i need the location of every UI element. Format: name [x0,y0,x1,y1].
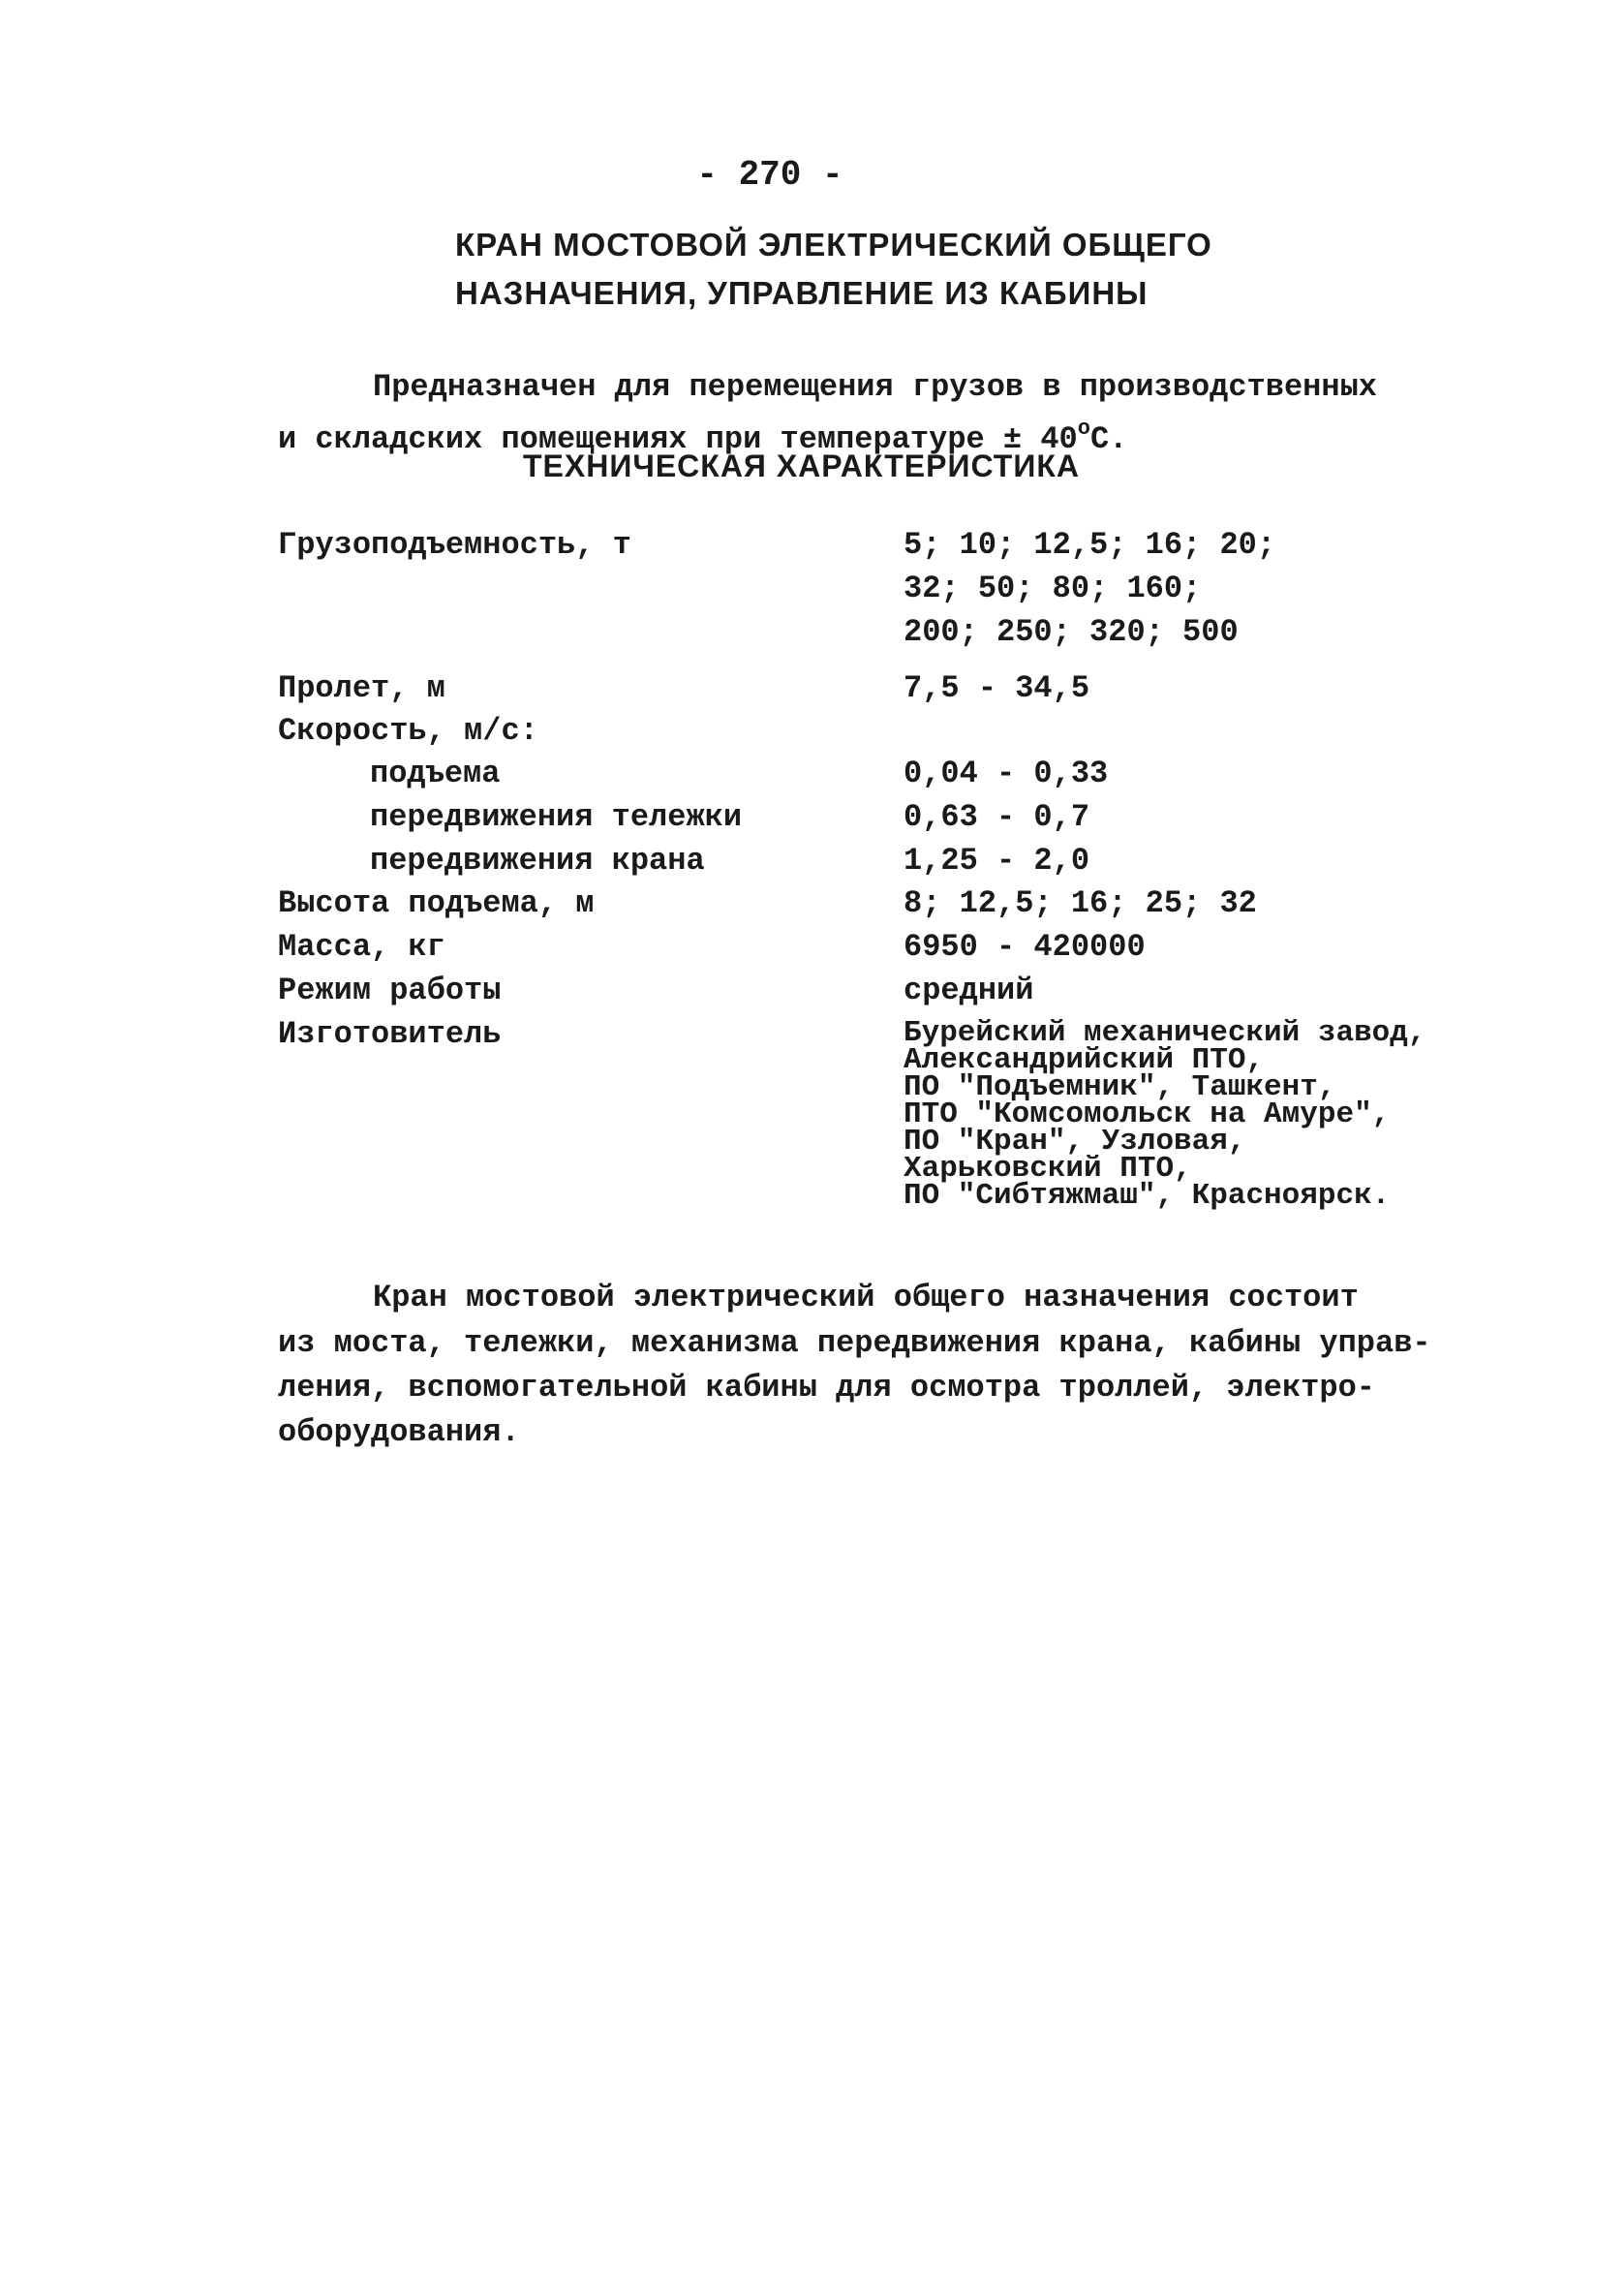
manufacturer-line-2: Александрийский ПТО, [904,1043,1265,1077]
description-line-3: ления, вспомогательной кабины для осмотра троллей, электро- [278,1370,1375,1406]
manufacturer-line-4: ПТО "Комсомольск на Амуре", [904,1098,1391,1131]
intro-line-2-text: и складских помещениях при температуре ± 40 [278,421,1078,457]
description-line-2: из моста, тележки, механизма передвижения крана, кабины управ- [278,1325,1431,1361]
spec-label-trolley-speed: передвижения тележки [370,799,743,835]
degree-sign: о [1077,417,1090,441]
manufacturer-line-7: ПО "Сибтяжмаш", Красноярск. [904,1179,1391,1213]
document-title-line-1: КРАН МОСТОВОЙ ЭЛЕКТРИЧЕСКИЙ ОБЩЕГО [455,227,1212,263]
spec-value-capacity-1: 5; 10; 12,5; 16; 20; [904,527,1276,563]
spec-value-trolley-speed: 0,63 - 0,7 [904,799,1090,835]
intro-line-1: Предназначен для перемещения грузов в производственных [373,369,1377,405]
spec-label-crane-speed: передвижения крана [370,843,705,879]
spec-label-lift-speed: подъема [370,756,501,791]
spec-label-duty: Режим работы [278,973,502,1008]
description-line-1: Кран мостовой электрический общего назначения состоит [373,1280,1359,1315]
spec-value-mass: 6950 - 420000 [904,929,1146,965]
spec-label-capacity: Грузоподъемность, т [278,527,631,563]
manufacturer-line-3: ПО "Подъемник", Ташкент, [904,1070,1336,1104]
spec-label-manufacturer: Изготовитель [278,1016,502,1052]
document-title-line-2: НАЗНАЧЕНИЯ, УПРАВЛЕНИЕ ИЗ КАБИНЫ [455,275,1149,311]
description-line-4: оборудования. [278,1414,520,1450]
intro-line-2-unit: С. [1089,421,1128,457]
manufacturer-line-1: Бурейский механический завод, [904,1016,1426,1050]
spec-value-crane-speed: 1,25 - 2,0 [904,843,1090,879]
spec-value-lift-height: 8; 12,5; 16; 25; 32 [904,885,1257,921]
spec-value-capacity-2: 32; 50; 80; 160; [904,571,1202,606]
spec-value-duty: средний [904,973,1034,1008]
spec-label-speed: Скорость, м/с: [278,713,538,749]
spec-value-span: 7,5 - 34,5 [904,670,1090,706]
spec-value-lift-speed: 0,04 - 0,33 [904,756,1109,791]
manufacturer-line-6: Харьковский ПТО, [904,1152,1192,1186]
page-number: - 270 - [696,155,843,195]
spec-label-lift-height: Высота подъема, м [278,885,595,921]
spec-label-span: Пролет, м [278,670,445,706]
manufacturer-line-5: ПО "Кран", Узловая, [904,1125,1246,1159]
section-title: ТЕХНИЧЕСКАЯ ХАРАКТЕРИСТИКА [523,448,1080,483]
spec-value-capacity-3: 200; 250; 320; 500 [904,614,1239,650]
spec-label-mass: Масса, кг [278,929,445,965]
